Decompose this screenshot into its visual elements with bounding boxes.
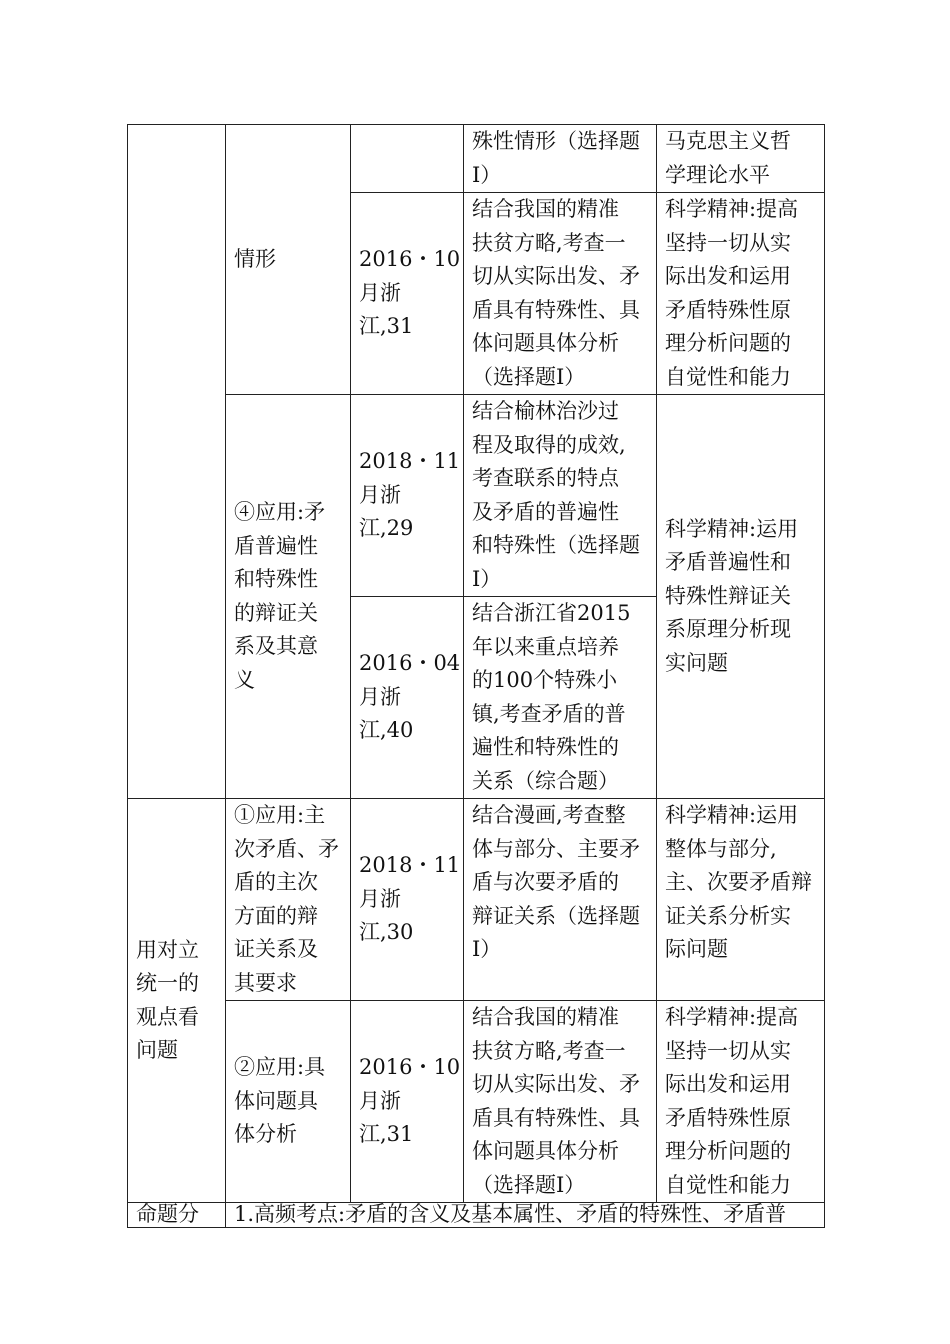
core-literacy-cell [657, 193, 825, 395]
exam-year-cell [351, 1001, 464, 1203]
exam-year-cell [351, 799, 464, 1001]
cell-text-line: 2016・10 [359, 247, 461, 272]
cell-text-line: 矛盾普遍性和 [665, 550, 791, 575]
exam-year-cell [351, 125, 464, 193]
cell-text-line: 江,40 [359, 718, 414, 743]
core-literacy-cell [657, 1001, 825, 1203]
cell-text-line: 月浙 [359, 1088, 401, 1113]
cell-text-line: 2016・10 [359, 1055, 461, 1080]
question-description-cell [464, 125, 657, 193]
cell-text-line: 及矛盾的普遍性 [472, 499, 619, 524]
table-row [128, 395, 825, 597]
cell-text-line: 月浙 [359, 280, 401, 305]
cell-text-line: 理分析问题的 [665, 1139, 791, 1163]
cell-text-line: 科学精神:提高 [665, 197, 799, 221]
cell-text-line: 盾普遍性 [234, 533, 318, 558]
exam-year-cell [351, 597, 464, 799]
cell-text-line: 江,30 [359, 920, 414, 945]
cell-text-line: 切从实际出发、矛 [472, 264, 640, 288]
cell-text-line: 结合我国的精准 [472, 1005, 619, 1029]
cell-text-line: 科学精神:提高 [665, 1005, 799, 1029]
cell-text-line: 程及取得的成效, [472, 432, 626, 457]
cell-text-line: 矛盾特殊性原 [665, 1105, 791, 1130]
cell-text-line: ②应用:具 [234, 1055, 326, 1080]
exam-year-cell [351, 395, 464, 597]
exam-analysis-table [127, 124, 825, 1228]
cell-text-line: 际出发和运用 [665, 264, 791, 288]
cell-text-line: 证关系及 [234, 937, 318, 961]
cell-text-line: 用对立 [136, 937, 199, 962]
module-cell-empty [128, 125, 226, 799]
table-row [128, 1001, 825, 1203]
core-literacy-cell [657, 799, 825, 1001]
cell-text-line: 结合榆林治沙过 [472, 399, 619, 423]
cell-text-line: 切从实际出发、矛 [472, 1072, 640, 1096]
cell-text-line: 的辩证关 [234, 600, 318, 625]
cell-text-line: ④应用:矛 [234, 500, 326, 524]
cell-text-line: 扶贫方略,考查一 [472, 230, 626, 255]
cell-text-line: Ⅰ） [472, 162, 502, 187]
cell-text-line: 和特殊性（选择题 [472, 533, 640, 557]
cell-text-line: 盾与次要矛盾的 [472, 870, 619, 894]
cell-text-line: 矛盾特殊性原 [665, 297, 791, 322]
cell-text-line: 自觉性和能力 [665, 364, 791, 389]
cell-text-line: 2018・11 [359, 853, 461, 878]
cell-text-line: ①应用:主 [234, 803, 326, 827]
cell-text-line: 月浙 [359, 886, 401, 911]
cell-text-line: 问题 [136, 1038, 178, 1062]
cell-text-line: 月浙 [359, 684, 401, 709]
cell-text-line: 月浙 [359, 482, 401, 507]
cell-text-line: 结合漫画,考查整 [472, 803, 626, 827]
cell-text-line: 系及其意 [234, 634, 318, 658]
cell-text-line: 实问题 [665, 650, 728, 675]
cell-text-line: Ⅰ） [472, 937, 502, 961]
table-row [128, 125, 825, 193]
cell-text-line: 观点看 [136, 1004, 199, 1029]
cell-text-line: 遍性和特殊性的 [472, 735, 619, 759]
cell-text-line: 2018・11 [359, 449, 461, 474]
cell-text-line: 马克思主义哲 [665, 129, 791, 153]
cell-text-line: 学理论水平 [665, 162, 770, 187]
cell-text-line: 体问题具体分析 [472, 331, 619, 355]
question-description-cell [464, 193, 657, 395]
cell-text-line: 科学精神:运用 [665, 803, 799, 827]
cell-text-line: 江,31 [359, 1122, 414, 1147]
cell-text-line: 理分析问题的 [665, 331, 791, 355]
test-point-cell [226, 799, 351, 1001]
cell-text-line: 盾的主次 [234, 870, 318, 894]
cell-text-line: 年以来重点培养 [472, 634, 619, 659]
cell-text-line: 的100个特殊小 [472, 668, 618, 692]
cell-text-line: 关系（综合题） [472, 768, 619, 793]
test-point-cell [226, 125, 351, 395]
cell-text-line: 方面的辩 [234, 903, 318, 928]
cell-text-line: 江,31 [359, 314, 414, 339]
cell-text-line: 体分析 [234, 1122, 297, 1147]
cell-text-line: 体问题具 [234, 1088, 318, 1113]
cell-text-line: 义 [234, 667, 255, 692]
cell-text-line: 坚持一切从实 [665, 230, 791, 255]
section-header-cell [128, 1203, 226, 1228]
cell-text-line: 盾具有特殊性、具 [472, 1105, 640, 1130]
cell-text-line: 特殊性辩证关 [665, 583, 791, 608]
core-literacy-cell [657, 395, 825, 799]
cell-text-line: 辩证关系（选择题 [472, 903, 640, 928]
cell-text-line: （选择题Ⅰ） [472, 364, 586, 389]
question-description-cell [464, 395, 657, 597]
test-point-cell [226, 1001, 351, 1203]
cell-text-line: 体问题具体分析 [472, 1139, 619, 1163]
cell-text-line: 结合我国的精准 [472, 197, 619, 221]
question-description-cell [464, 799, 657, 1001]
table-row [128, 799, 825, 1001]
cell-text-line: 1.高频考点:矛盾的含义及基本属性、矛盾的特殊性、矛盾普 [234, 1202, 787, 1226]
cell-text-line: 命题分 [136, 1202, 199, 1226]
cell-text-line: 际出发和运用 [665, 1072, 791, 1096]
cell-text-line: 体与部分、主要矛 [472, 836, 640, 861]
cell-text-line: 坚持一切从实 [665, 1038, 791, 1063]
cell-text-line: 科学精神:运用 [665, 516, 799, 541]
cell-text-line: Ⅰ） [472, 566, 502, 591]
cell-text-line: 殊性情形（选择题 [472, 129, 640, 153]
cell-text-line: 自觉性和能力 [665, 1172, 791, 1197]
table-row [128, 1203, 825, 1228]
module-cell [128, 799, 226, 1203]
cell-text-line: 整体与部分, [665, 836, 777, 861]
cell-text-line: 情形 [234, 246, 276, 271]
cell-text-line: 扶贫方略,考查一 [472, 1038, 626, 1063]
cell-text-line: 2016・04 [359, 651, 461, 676]
cell-text-line: 考查联系的特点 [472, 466, 619, 490]
question-description-cell [464, 1001, 657, 1203]
cell-text-line: 其要求 [234, 970, 297, 995]
exam-year-cell [351, 193, 464, 395]
cell-text-line: 次矛盾、矛 [234, 836, 339, 861]
cell-text-line: 江,29 [359, 516, 414, 541]
cell-text-line: 镇,考查矛盾的普 [472, 701, 626, 726]
cell-text-line: 结合浙江省2015 [472, 601, 631, 625]
cell-text-line: 际问题 [665, 937, 728, 961]
cell-text-line: 系原理分析现 [665, 617, 791, 642]
cell-text-line: 证关系分析实 [665, 903, 791, 928]
cell-text-line: 统一的 [136, 971, 199, 995]
cell-text-line: （选择题Ⅰ） [472, 1172, 586, 1197]
cell-text-line: 主、次要矛盾辩 [665, 870, 812, 894]
core-literacy-cell [657, 125, 825, 193]
cell-text-line: 和特殊性 [234, 567, 318, 591]
cell-text-line: 盾具有特殊性、具 [472, 297, 640, 322]
question-description-cell [464, 597, 657, 799]
test-point-cell [226, 395, 351, 799]
high-frequency-points-cell [226, 1203, 825, 1228]
